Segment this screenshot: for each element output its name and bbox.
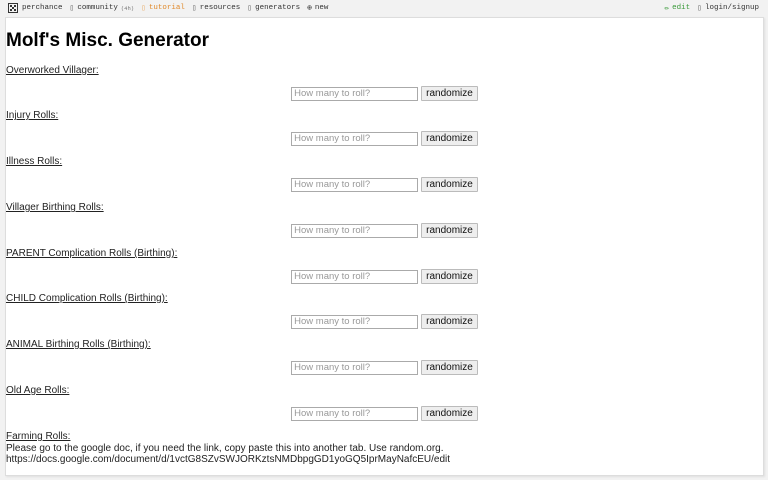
- nav-resources-label: resources: [199, 4, 241, 12]
- section-title: CHILD Complication Rolls (Birthing):: [6, 293, 168, 304]
- roll-count-input[interactable]: [291, 315, 418, 329]
- section-title: Villager Birthing Rolls:: [6, 202, 104, 213]
- generator-frame: [5, 17, 764, 476]
- randomize-button[interactable]: randomize: [421, 360, 478, 375]
- nav-edit[interactable]: [664, 3, 690, 13]
- nav-right: [664, 3, 759, 13]
- plus-circle-icon: ⊕: [307, 4, 312, 13]
- section-child-complication-rolls: [6, 293, 763, 329]
- randomize-button[interactable]: randomize: [421, 406, 478, 421]
- nav-community-label: community: [77, 4, 118, 12]
- user-icon: ▯: [697, 4, 702, 13]
- section-title: Illness Rolls:: [6, 156, 63, 167]
- nav-tutorial[interactable]: [141, 3, 185, 13]
- roll-count-input[interactable]: [291, 132, 418, 146]
- nav-resources[interactable]: [192, 3, 240, 13]
- section-injury-rolls: [6, 110, 763, 146]
- section-old-age-rolls: [6, 385, 763, 421]
- nav-left: [8, 3, 328, 13]
- randomize-button[interactable]: randomize: [421, 86, 478, 101]
- section-title: Overworked Villager:: [6, 65, 99, 76]
- nav-perchance[interactable]: [8, 3, 63, 13]
- dice-icon: [8, 3, 18, 13]
- nav-community[interactable]: [70, 3, 135, 13]
- folder-icon: ▯: [191, 4, 197, 13]
- roll-count-input[interactable]: [291, 361, 418, 375]
- roll-count-input[interactable]: [291, 87, 418, 101]
- nav-tutorial-label: tutorial: [148, 4, 185, 12]
- grid-icon: ▯: [247, 4, 253, 13]
- section-title: ANIMAL Birthing Rolls (Birthing):: [6, 339, 151, 350]
- section-villager-birthing-rolls: [6, 202, 763, 238]
- nav-new[interactable]: [307, 3, 328, 13]
- pencil-icon: ✏: [664, 4, 670, 13]
- randomize-button[interactable]: randomize: [421, 131, 478, 146]
- farming-note: Please go to the google doc, if you need the link, copy paste this into another tab. Use random.org.: [6, 443, 444, 454]
- section-parent-complication-rolls: [6, 248, 763, 284]
- randomize-button[interactable]: randomize: [421, 177, 478, 192]
- section-title: Old Age Rolls:: [6, 385, 70, 396]
- section-overworked-villager: [6, 65, 763, 101]
- book-icon: ▯: [141, 4, 146, 13]
- roll-count-input[interactable]: [291, 224, 418, 238]
- farming-doc-link: https://docs.google.com/document/d/1vctG8SZvSWJORKztsNMDbpgGD1yoGQ5IprMayNafcEU/edit: [6, 454, 451, 465]
- section-illness-rolls: [6, 156, 763, 192]
- section-title: PARENT Complication Rolls (Birthing):: [6, 248, 178, 259]
- roll-count-input[interactable]: [291, 407, 418, 421]
- randomize-button[interactable]: randomize: [421, 314, 478, 329]
- section-farming-rolls: [6, 431, 763, 465]
- nav-generators-label: generators: [255, 4, 301, 12]
- roll-count-input[interactable]: [291, 270, 418, 284]
- nav-perchance-label: perchance: [22, 4, 63, 12]
- roll-count-input[interactable]: [291, 178, 418, 192]
- nav-login-label: login/signup: [704, 4, 759, 12]
- section-title: Farming Rolls:: [6, 431, 71, 442]
- community-badge: (4h): [120, 4, 135, 12]
- nav-generators[interactable]: [247, 3, 300, 13]
- nav-login[interactable]: [697, 3, 759, 13]
- randomize-button[interactable]: randomize: [421, 223, 478, 238]
- section-title: Injury Rolls:: [6, 110, 59, 121]
- section-animal-birthing-rolls: [6, 339, 763, 375]
- nav-new-label: new: [314, 4, 329, 12]
- top-navigation-bar: [0, 0, 768, 16]
- page-title: Molf's Misc. Generator: [6, 30, 210, 51]
- nav-edit-label: edit: [672, 4, 691, 12]
- chat-icon: ▯: [69, 4, 75, 13]
- randomize-button[interactable]: randomize: [421, 269, 478, 284]
